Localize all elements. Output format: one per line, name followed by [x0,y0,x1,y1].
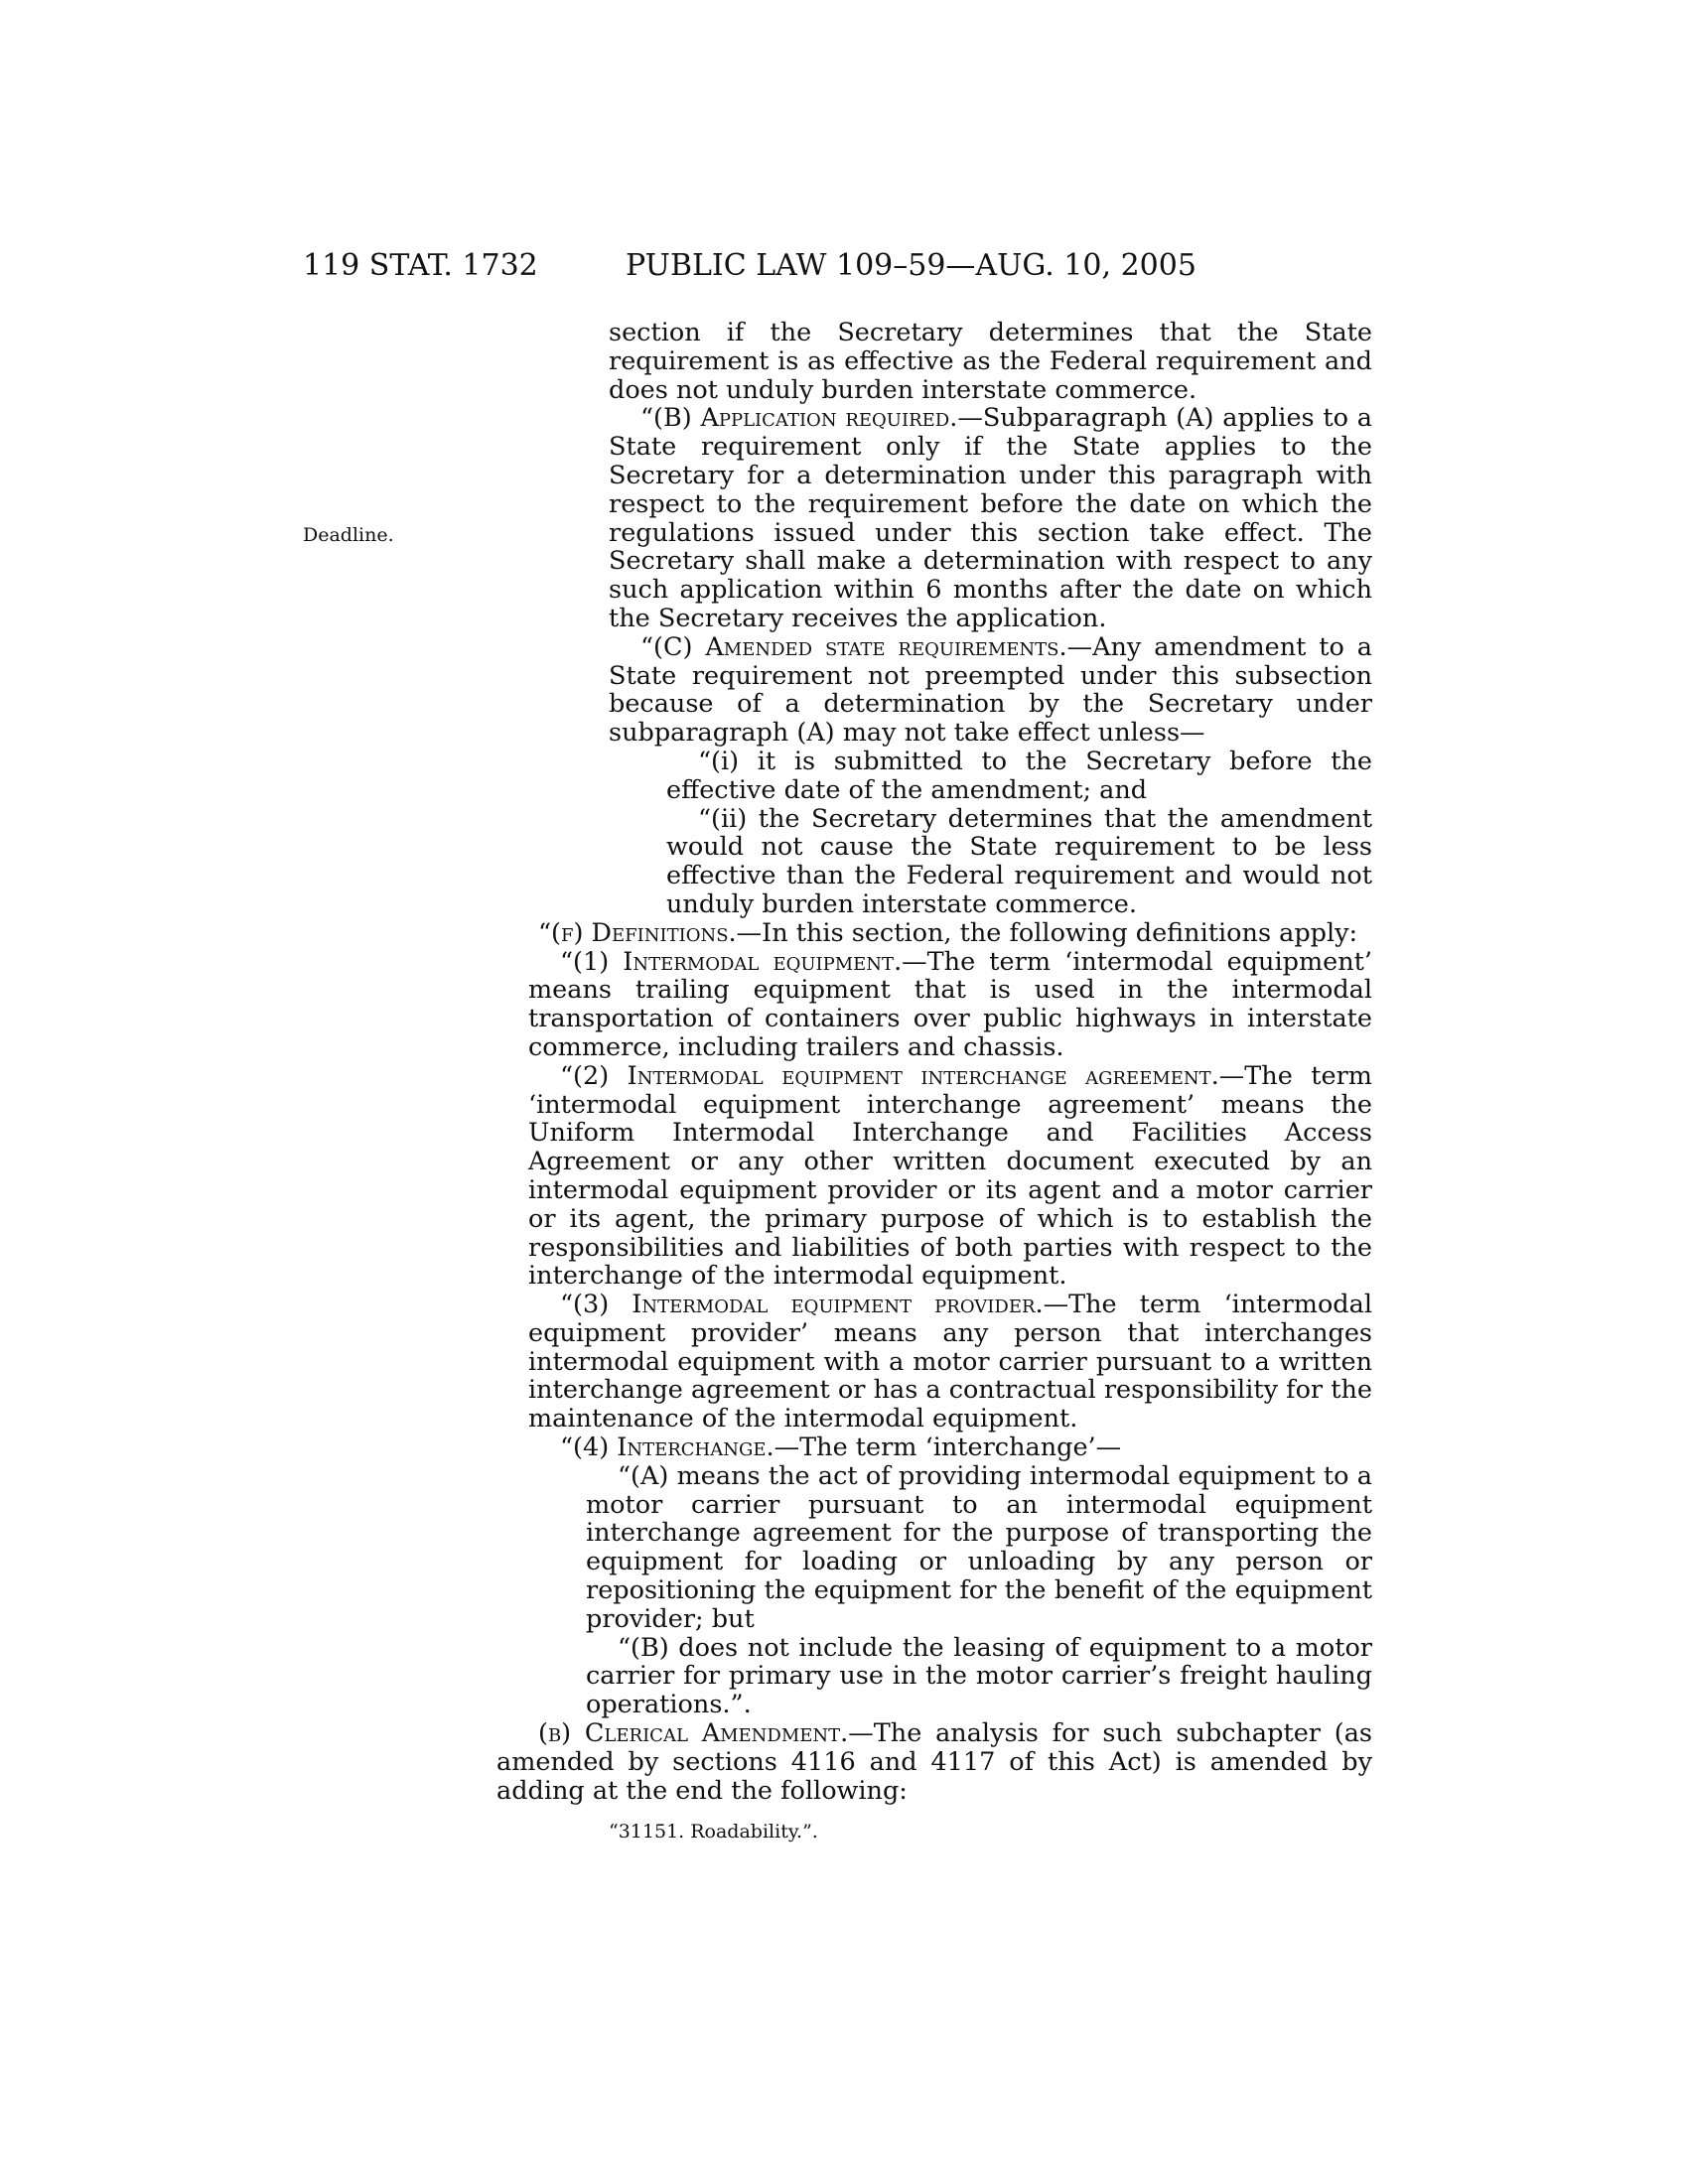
clause-i [666,748,1372,805]
paragraph-text: “(ii) the Secretary determines that the amendment would not cause the State requirement to be less effective than the Federal requirement and would not unduly burden interstate commerce. [666,803,1372,919]
subsection-b-clerical-amendment [496,1719,1372,1805]
paragraph-text: “(i) it is submitted to the Secretary before the effective date of the amendment; and [666,746,1372,805]
subsection-f-definitions [496,919,1372,948]
margin-note-deadline: Deadline. [303,524,394,546]
definition-4-subparagraph-a [586,1462,1372,1634]
paragraph-heading: “(f) Definitions. [538,917,737,948]
paragraph-heading: “(4) Interchange. [560,1433,774,1463]
paragraph-text: —The term ‘intermodal equipment’ means trailing equipment that is used in the intermodal transportation of containers over public highways in interstate commerce, including trailers and chassis. [528,946,1372,1062]
clause-ii [666,805,1372,919]
paragraph-heading: (b) Clerical Amendment. [538,1718,849,1749]
definition-4-subparagraph-b [586,1634,1372,1719]
paragraph-text: “(A) means the act of providing intermodal equipment to a motor carrier pursuant to an intermodal equipment interchange agreement for the purpose of transporting the equipment for loading or unloading by any person or repositioning the equipment for the benefit of the equipment provider; but [586,1460,1372,1634]
definition-4-interchange [528,1433,1372,1462]
paragraph-text: —Any amendment to a State requirement not preempted under this subsection because of a determination by the Secretary under subparagraph (A) may not take effect unless— [609,631,1373,749]
definition-1-intermodal-equipment [528,948,1372,1062]
paragraph-heading: “(3) Intermodal equipment provider. [560,1290,1044,1320]
paragraph-heading: “(B) Application required. [640,403,958,434]
statute-body [496,319,1372,1843]
paragraph-heading: “(2) Intermodal equipment interchange agreement. [560,1060,1219,1091]
paragraph-text: —In this section, the following definitions apply: [736,917,1358,948]
paragraph-text: section if the Secretary determines that the State requirement is as effective as the Federal requirement and does not unduly burden interstate commerce. [609,318,1372,405]
paragraph-b-application-required [609,404,1372,632]
paragraph-text: “(B) does not include the leasing of equipment to a motor carrier for primary use in the motor carrier’s freight hauling operations.”. [586,1632,1372,1720]
paragraph-text: —The analysis for such subchapter (as amended by sections 4116 and 4117 of this Act) is amended by adding at the end the following: [496,1718,1372,1806]
paragraph-text: —The term ‘intermodal equipment interchange agreement’ means the Uniform Intermodal Interchange and Facilities Access Agreement or any other written document executed by an intermodal equipment provider or its agent and a motor carrier or its agent, the primary purpose of which is to establish the responsibilities and liabilities of both parties with respect to the interchange of the intermodal equipment. [528,1060,1372,1292]
definition-3-equipment-provider [528,1291,1372,1433]
definition-2-interchange-agreement [528,1062,1372,1291]
paragraph-text: —The term ‘intermodal equipment provider’ means any person that interchanges intermodal equipment with a motor carrier pursuant to a written interchange agreement or has a contractual responsibility for the maintenance of the intermodal equipment. [528,1290,1372,1434]
paragraph-text: —The term ‘interchange’— [774,1433,1122,1463]
paragraph-intro [609,319,1372,404]
statute-page-number: 119 STAT. 1732 [303,248,538,283]
section-analysis-entry: “31151. Roadability.”. [609,1821,818,1843]
paragraph-text: —Subparagraph (A) applies to a State requirement only if the State applies to the Secretary for a determination under this paragraph with respect to the requirement before the date on which the regulations issued under this section take effect. The Secretary shall make a determination with respect to any such application within 6 months after the date on which the Secretary receives the application. [609,403,1372,633]
public-law-title: PUBLIC LAW 109–59—AUG. 10, 2005 [626,248,1196,283]
paragraph-c-amended-state-requirements [609,633,1372,748]
paragraph-heading: “(1) Intermodal equipment. [560,946,903,977]
paragraph-heading: “(C) Amended state requirements. [640,631,1067,662]
